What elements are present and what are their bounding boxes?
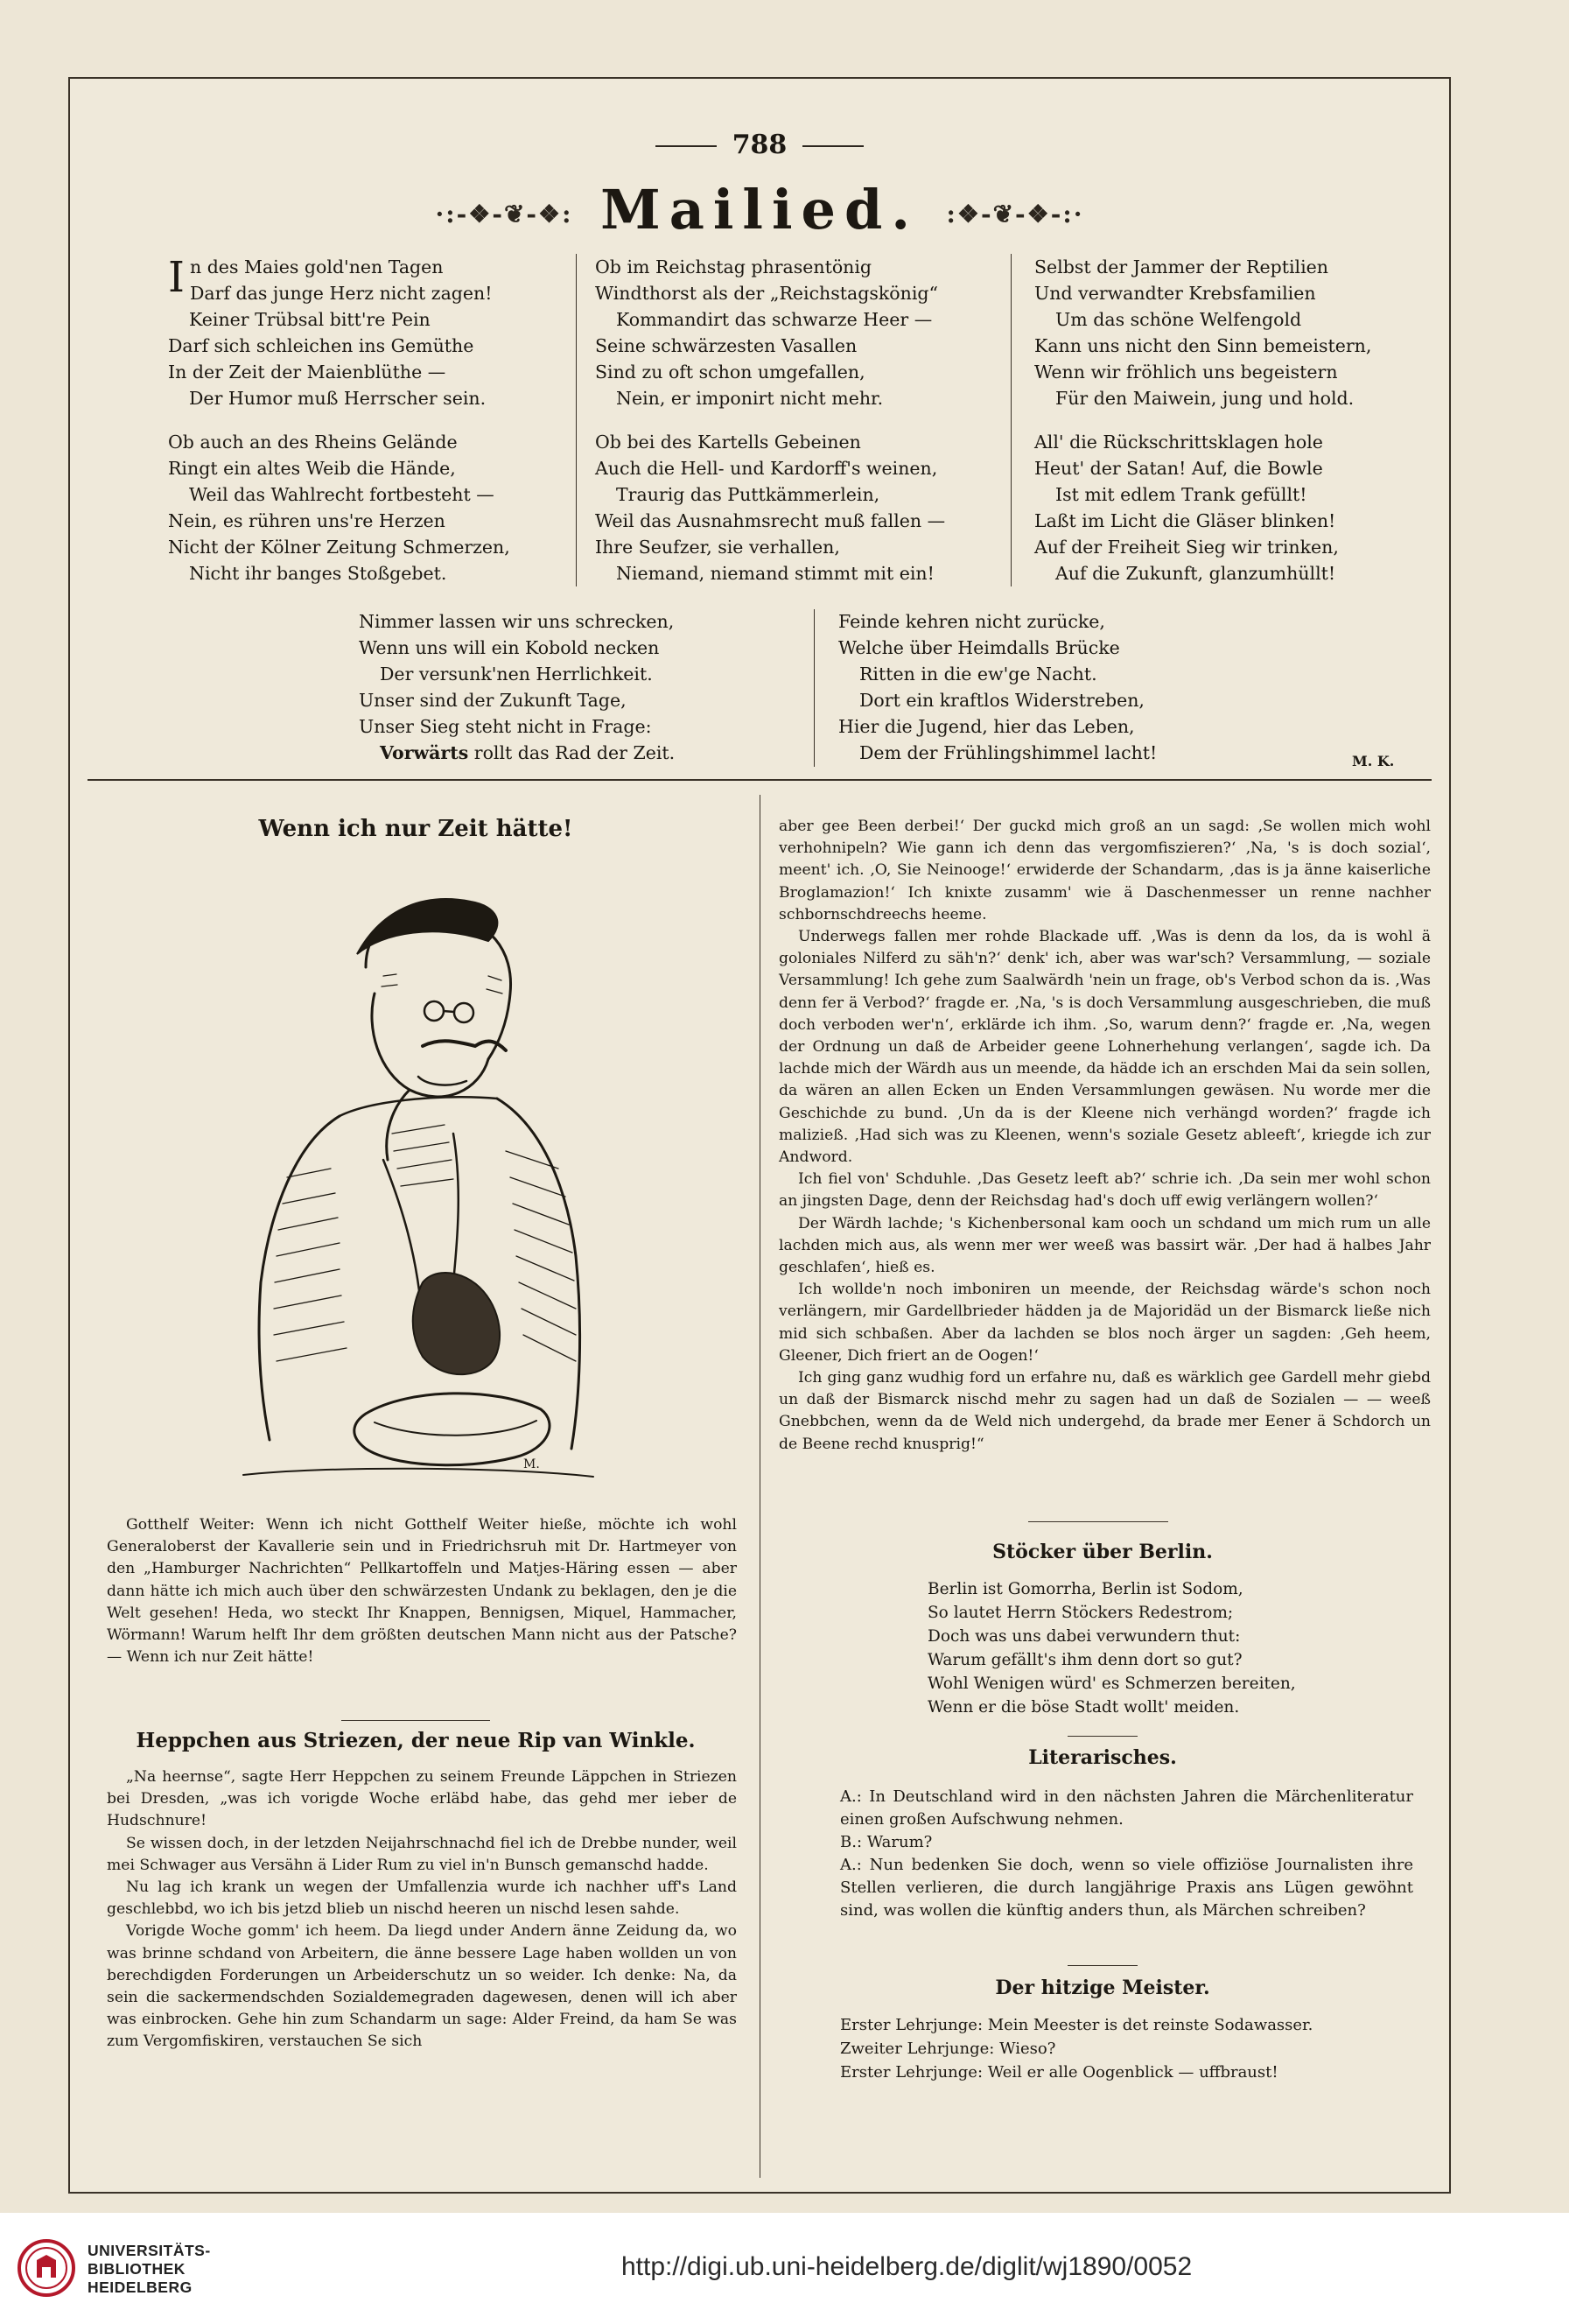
- verse-line: Feinde kehren nicht zurücke,: [838, 611, 1105, 632]
- column-divider: [576, 254, 577, 586]
- heppchen-article: [107, 1766, 737, 2054]
- verse-line: Laßt im Licht die Gläser blinken!: [1034, 510, 1336, 531]
- paragraph: Nu lag ich krank un wegen der Umfallenzia wurde ich nachher uff's Land geschlebbd, wo ich bis jetzd blieb un nischd heeren un nischd lesen sahde.: [107, 1878, 737, 1919]
- verse-line: Darf sich schleichen ins Gemüthe: [168, 335, 474, 356]
- verse-line: Seine schwärzesten Vasallen: [595, 335, 858, 356]
- illustration-signature: M.: [523, 1457, 540, 1471]
- vorwaerts-word: Vorwärts: [380, 742, 469, 763]
- dialogue-line: Zweiter Lehrjunge: Wieso?: [840, 2040, 1056, 2058]
- section-title-stoecker: Stöcker über Berlin.: [992, 1541, 1213, 1563]
- poem-column-2: [595, 254, 945, 604]
- verse-line: Warum gefällt's ihm denn dort so gut?: [928, 1651, 1243, 1669]
- verse-line: Hier die Jugend, hier das Leben,: [838, 716, 1135, 737]
- verse-line: Niemand, niemand stimmt mit ein!: [616, 563, 935, 584]
- verse-line: Ob auch an des Rheins Gelände: [168, 432, 458, 453]
- short-divider: [1028, 1521, 1168, 1522]
- verse-line: Um das schöne Welfengold: [1055, 309, 1302, 330]
- column-divider: [814, 609, 815, 767]
- verse-line: Selbst der Jammer der Reptilien: [1034, 256, 1328, 277]
- section-divider: [88, 779, 1432, 781]
- section-title-literarisches: Literarisches.: [1028, 1746, 1177, 1769]
- poem-title: Mailied.: [600, 178, 919, 242]
- digital-object-url[interactable]: http://digi.ub.uni-heidelberg.de/diglit/wj1890/0052: [621, 2252, 1193, 2281]
- university-seal-icon: [16, 2237, 77, 2299]
- right-ornament-icon: :❖-❦-❖-:·: [946, 200, 1084, 228]
- literarisches-dialogue: [840, 1786, 1413, 1922]
- short-divider: [341, 1720, 490, 1721]
- stanza: [1034, 254, 1371, 411]
- verse-line: Ob bei des Kartells Gebeinen: [595, 432, 861, 453]
- dialogue-line: A.: Nun bedenken Sie doch, wenn so viele offiziöse Journalisten ihre Stellen verlieren, die durch langjährige Praxis ans Lügen gewöhnt sind, was wollen die künftig anders thun, als Märchen schreiben?: [840, 1856, 1413, 1920]
- verse-line: Ihre Seufzer, sie verhallen,: [595, 537, 840, 558]
- verse-line: Der Humor muß Herrscher sein.: [189, 388, 487, 409]
- section-title-wenn: Wenn ich nur Zeit hätte!: [258, 816, 573, 842]
- short-divider: [1068, 1736, 1138, 1737]
- verse-line: Wenn wir fröhlich uns begeistern: [1034, 362, 1338, 383]
- paragraph: Ich fiel von' Schduhle. ‚Das Gesetz leeft ab?‘ schrie ich. ‚Da sein mer wohl schon an jingsten Dage, denn der Reichsdag had's doch uff ewig verlängern wollen?‘: [779, 1170, 1431, 1211]
- verse-line: Ist mit edlem Trank gefüllt!: [1055, 484, 1307, 505]
- newspaper-page: [68, 77, 1451, 2194]
- caricature-illustration: [235, 871, 602, 1484]
- dialogue-line: A.: In Deutschland wird in den nächsten Jahren die Märchenliteratur einen großen Aufschwung nehmen.: [840, 1787, 1413, 1829]
- verse-line: Nicht ihr banges Stoßgebet.: [189, 563, 447, 584]
- verse-line: Berlin ist Gomorrha, Berlin ist Sodom,: [928, 1580, 1243, 1598]
- short-divider: [1068, 1965, 1138, 1966]
- section-title-meister: Der hitzige Meister.: [995, 1976, 1210, 1999]
- verse-line: Keiner Trübsal bitt're Pein: [189, 309, 431, 330]
- stanza: [595, 254, 945, 411]
- library-footer: [0, 2213, 1569, 2324]
- stanza: [168, 254, 510, 411]
- verse-line: Vorwärts rollt das Rad der Zeit.: [380, 742, 676, 763]
- verse-line: Wenn er die böse Stadt wollt' meiden.: [928, 1698, 1240, 1717]
- verse-line: Dort ein kraftlos Widerstreben,: [859, 690, 1145, 711]
- stoecker-poem: [928, 1577, 1296, 1719]
- verse-line: Kann uns nicht den Sinn bemeistern,: [1034, 335, 1372, 356]
- paragraph: Ich ging ganz wudhig ford un erfahre nu, daß es wärklich gee Gardell mehr giebd un daß der Bismarck nischd mehr zu sagen had un daß de Sozialen — — weeß Gnebbchen, wenn da de Weld nich undergehd, da brade mer Eener ä Schdorch un de Beene rechd knusprig!“: [779, 1369, 1431, 1453]
- dialogue-line: Erster Lehrjunge: Weil er alle Oogenblick — uffbraust!: [840, 2063, 1278, 2082]
- paragraph: Ich wollde'n noch imboniren un meende, der Reichsdag wärde's schon noch verlängern, mir Gardellbrieder hädden ja de Majoridäd un der Bismarck ließe nich mid sich schbaßen. Aber da lachden se blos noch ärger un sagden: ‚Geh heem, Gleener, Dich friert an de Oogen!‘: [779, 1281, 1431, 1365]
- poem-title-line: [70, 177, 1449, 248]
- drop-cap: I: [168, 253, 185, 302]
- verse-line: Sind zu oft schon umgefallen,: [595, 362, 865, 383]
- verse-line: Doch was uns dabei verwundern thut:: [928, 1627, 1241, 1646]
- verse-line: Unser sind der Zukunft Tage,: [359, 690, 627, 711]
- stanza: [1034, 429, 1371, 586]
- dialogue-line: B.: Warum?: [840, 1833, 933, 1851]
- section-title-heppchen: Heppchen aus Striezen, der neue Rip van Winkle.: [136, 1729, 696, 1752]
- verse-line: All' die Rückschrittsklagen hole: [1034, 432, 1323, 453]
- verse-line: Der versunk'nen Herrlichkeit.: [380, 663, 653, 685]
- verse-line: Weil das Wahlrecht fortbesteht —: [189, 484, 494, 505]
- page-number: 788: [70, 130, 1449, 160]
- poem-signature: M. K.: [1352, 753, 1395, 769]
- verse-line: So lautet Herrn Stöckers Redestrom;: [928, 1604, 1234, 1622]
- paragraph: Se wissen doch, in der letzden Neijahrschnachd fiel ich de Drebbe nunder, weil mei Schwager aus Versähn ä Lider Rum zu viel in'n Bunsch gemanschd hadde.: [107, 1834, 737, 1874]
- verse-line: Und verwandter Krebsfamilien: [1034, 283, 1316, 304]
- verse-line: Welche über Heimdalls Brücke: [838, 637, 1120, 658]
- poem-final-left: [359, 608, 675, 766]
- heppchen-continuation: [779, 816, 1431, 1456]
- left-ornament-icon: ·:-❖-❦-❖:: [435, 200, 573, 228]
- column-divider: [1011, 254, 1012, 586]
- verse-line: Dem der Frühlingshimmel lacht!: [859, 742, 1158, 763]
- wenn-caption: [107, 1514, 737, 1668]
- library-name: UNIVERSITÄTS- BIBLIOTHEK HEIDELBERG: [88, 2242, 211, 2296]
- verse-line: Darf das junge Herz nicht zagen!: [189, 283, 493, 304]
- verse-line: In des Maies gold'nen Tagen: [168, 253, 444, 302]
- verse-line: In der Zeit der Maienblüthe —: [168, 362, 446, 383]
- verse-line: Auf der Freiheit Sieg wir trinken,: [1034, 537, 1339, 558]
- paragraph: Underwegs fallen mer rohde Blackade uff. ‚Was is denn da los, da is wohl ä goloniales Nilferd zu säh'n?‘ denk' ich, aber was war'sch? Versammlung, — soziale Versammlung! Ich gehe zum Saalwärdh 'nein un frage, ob's Verbod schon da is. ‚Was denn fer ä Verbod?‘ fragde er. ‚Na, 's is doch Versammlung ausgeschrieben, die muß doch verboden wer'n‘, erklärde ich ihm. ‚So, warum denn?‘ fragde er. ‚Na, wegen der Ordnung un daß de Arbeider geene Lohnerhehung verlangen‘, sagde ich. Da lachde mich der Wärdh aus un meende, da hädde ich an erschden Mai da sein sollen, da wären an allen Ecken un Enden Versammlungen gewäsen. Nu worde mer die Geschichde zu bund. ‚Un da is der Kleene nich verhängd worden?‘ fragde ich malizieß. ‚Had sich was zu Kleenen, wenn's soziale Gesetz ableeft‘, kriegde ich zur Andword.: [779, 928, 1431, 1167]
- paragraph: aber gee Been derbei!‘ Der guckd mich groß an un sagd: ‚Se wollen mich wohl verhohnipeln? Wie gann ich denn das vergomfiszieren?‘ ‚Na, 's is doch sozial‘, meent' ich. ‚O, Sie Neinooge!‘ erwiderde der Schandarm, ‚das is ja änne kaiserliche Broglamazion!‘ Ich knixte zusamm' wie ä Daschenmesser un renne nachher schbornschdreechs heeme.: [779, 818, 1431, 923]
- verse-line: Heut' der Satan! Auf, die Bowle: [1034, 458, 1323, 479]
- verse-line: Kommandirt das schwarze Heer —: [616, 309, 933, 330]
- verse-line: Windthorst als der „Reichstagskönig“: [595, 283, 939, 304]
- verse-line: Ob im Reichstag phrasentönig: [595, 256, 872, 277]
- verse-line: Nicht der Kölner Zeitung Schmerzen,: [168, 537, 510, 558]
- poem-column-3: [1034, 254, 1371, 604]
- verse-line: Ringt ein altes Weib die Hände,: [168, 458, 456, 479]
- paragraph: Gotthelf Weiter: Wenn ich nicht Gotthelf Weiter hieße, möchte ich wohl Generaloberst der Kavallerie sein und in Friedrichsruh mit Dr. Hartmeyer von den „Hamburger Nachrichten“ Pellkartoffeln und Matjes-Häring essen — aber dann hätte ich mich auch über den schwärzesten Undank zu beklagen, den je die Welt gesehen! Heda, wo steckt Ihr Knappen, Bennigsen, Miquel, Hammacher, Wörmann! Warum helft Ihr dem größten deutschen Mann nicht aus der Patsche? — Wenn ich nur Zeit hätte!: [107, 1516, 737, 1667]
- verse-line: Nein, er imponirt nicht mehr.: [616, 388, 884, 409]
- paragraph: „Na heernse“, sagte Herr Heppchen zu seinem Freunde Läppchen in Striezen bei Dresden, „was ich vorigde Woche erläbd habe, das gehd mer ieber de Hudschnure!: [107, 1768, 737, 1830]
- paragraph: Vorigde Woche gomm' ich heem. Da liegd under Andern änne Zeidung da, wo was brinne schdand von Arbeitern, die änne bessere Lage haben wollden un von berechdigden Forderungen un Arbeiderschutz un so weider. Ich denke: Na, da sein die sackermendschden Sozialdemegraden dagewesen, denen will ich aber was einbrocken. Gehe hin zum Schandarm un sage: Alder Freind, da ham Se was zum Vergomfiskiren, verstauchen Se sich: [107, 1922, 737, 2051]
- dialogue-line: Erster Lehrjunge: Mein Meester is det reinste Sodawasser.: [840, 2016, 1313, 2034]
- verse-line: Auch die Hell- und Kardorff's weinen,: [595, 458, 938, 479]
- verse-line: Traurig das Puttkämmerlein,: [616, 484, 880, 505]
- verse-line: Ritten in die ew'ge Nacht.: [859, 663, 1097, 685]
- verse-line: Für den Maiwein, jung und hold.: [1055, 388, 1355, 409]
- stanza: [168, 429, 510, 586]
- verse-line: Weil das Ausnahmsrecht muß fallen —: [595, 510, 946, 531]
- poem-final-right: [838, 608, 1157, 766]
- verse-line: Nimmer lassen wir uns schrecken,: [359, 611, 675, 632]
- verse-line: Unser Sieg steht nicht in Frage:: [359, 716, 652, 737]
- verse-line: Nein, es rühren uns're Herzen: [168, 510, 445, 531]
- verse-line: Wohl Wenigen würd' es Schmerzen bereiten,: [928, 1675, 1296, 1693]
- stanza: [595, 429, 945, 586]
- paragraph: Der Wärdh lachde; 's Kichenbersonal kam ooch un schdand um mich rum un alle lachden mich aus, als wenn mer wer weeß was bassirt wär. ‚Der had ä halbes Jahr geschlafen‘, hieß es.: [779, 1214, 1431, 1277]
- verse-line: Wenn uns will ein Kobold necken: [359, 637, 660, 658]
- meister-dialogue: [840, 2013, 1418, 2084]
- verse-line: Auf die Zukunft, glanzumhüllt!: [1055, 563, 1336, 584]
- poem-column-1: [168, 254, 510, 604]
